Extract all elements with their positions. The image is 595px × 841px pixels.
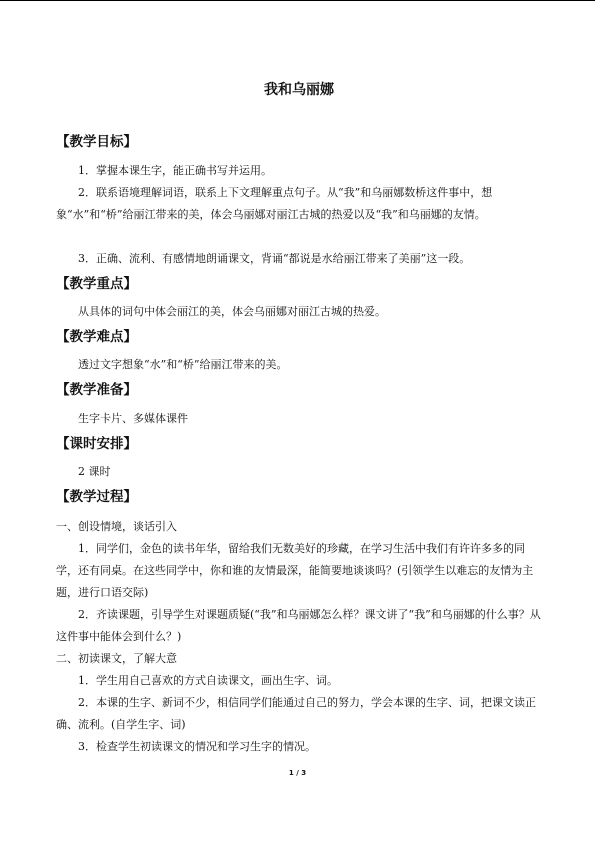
goals-heading: 【教学目标】 [56, 134, 137, 150]
page-indicator: 1 / 3 [288, 769, 307, 777]
schedule-text: 2 课时 [78, 465, 111, 478]
process-heading: 【教学过程】 [56, 489, 137, 505]
goals-item-2: 2．联系语境理解词语，联系上下文理解重点句子。从“我”和乌丽娜数桥这件事中，想象“水”和“桥”给丽江带来的美，体会乌丽娜对丽江古城的热爱以及“我”和乌丽娜的友情。 [56, 186, 493, 221]
process-part2-item-3: 3．检查学生初读课文的情况和学习生字的情况。 [78, 740, 316, 753]
goals-item-1: 1．掌握本课生字，能正确书写并运用。 [78, 164, 272, 177]
top-rule [0, 0, 595, 1]
process-part2-item-1: 1．学生用自己喜欢的方式自读课文，画出生字、词。 [78, 674, 338, 687]
process-part1-item-1: 1．同学们，金色的读书年华，留给我们无数美好的珍藏，在学习生活中我们有许许多多的同学，还有同桌。在这些同学中，你和谁的友情最深，能简要地谈谈吗？(引领学生以难忘的友情为主题，进行口语交际) [56, 542, 534, 599]
document-title: 我和乌丽娜 [264, 82, 334, 98]
goals-item-3: 3．正确、流利、有感情地朗诵课文，背诵“都说是水给丽江带来了美丽”这一段。 [78, 252, 471, 265]
process-part2-title: 二、初读课文，了解大意 [56, 652, 177, 665]
difficulties-heading: 【教学难点】 [56, 329, 137, 345]
key-points-heading: 【教学重点】 [56, 276, 137, 292]
schedule-heading: 【课时安排】 [56, 436, 137, 452]
key-points-text: 从具体的词句中体会丽江的美，体会乌丽娜对丽江古城的热爱。 [78, 305, 386, 318]
process-part1-title: 一、创设情境，谈话引入 [56, 520, 177, 533]
process-part1-item-2: 2．齐读课题，引导学生对课题质疑(“我”和乌丽娜怎么样？课文讲了“我”和乌丽娜的什么事？从这件事中能体会到什么？) [56, 608, 541, 643]
preparation-heading: 【教学准备】 [56, 382, 137, 398]
preparation-text: 生字卡片、多媒体课件 [78, 412, 188, 425]
difficulties-text: 透过文字想象“水”和“桥”给丽江带来的美。 [78, 358, 288, 371]
process-part2-item-2: 2．本课的生字、新词不少，相信同学们能通过自己的努力，学会本课的生字、词，把课文读正确、流利。(自学生字、词) [56, 696, 536, 731]
